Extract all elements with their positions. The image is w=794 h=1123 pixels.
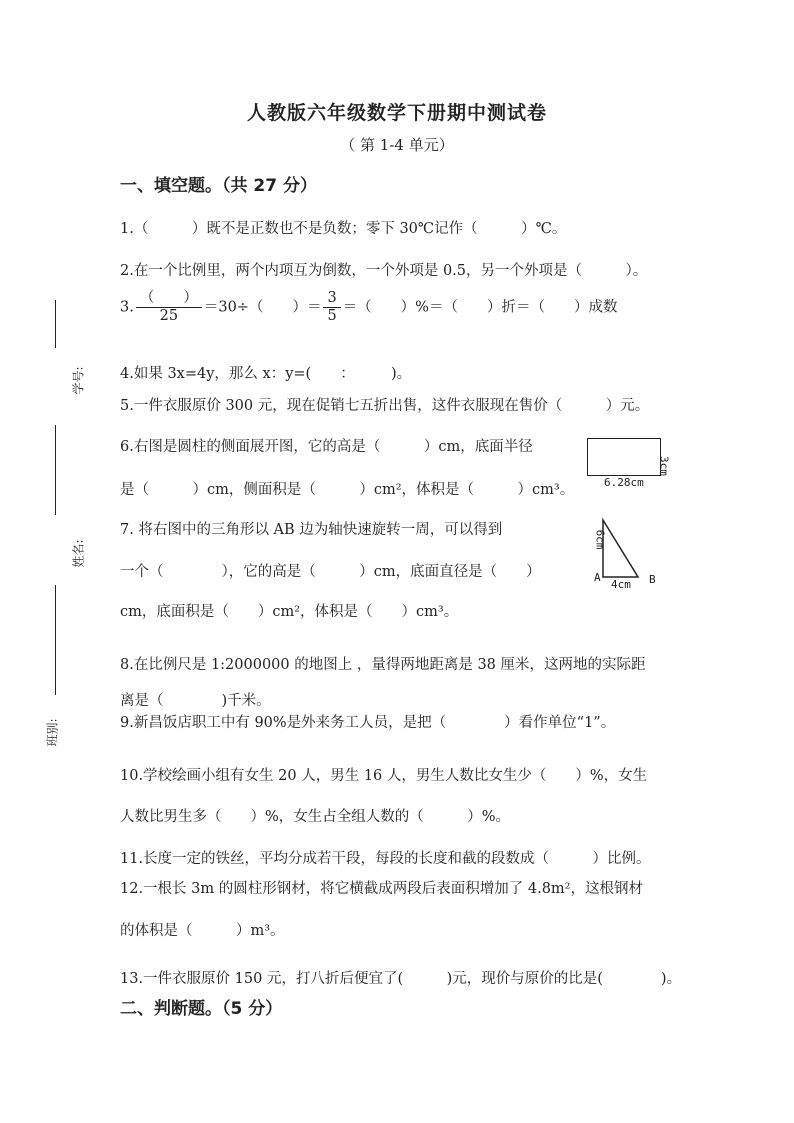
class-label: 班别: [45, 718, 60, 747]
section-heading-fill-in: 一、填空题。（共 27 分） [120, 176, 317, 196]
question-5: 5.一件衣服原价 300 元，现在促销七五折出售，这件衣服现在售价（ ）元。 [120, 398, 650, 414]
question-7-line-2: 一个（ ），它的高是（ ）cm，底面直径是（ ） [120, 564, 541, 580]
question-1: 1.（ ）既不是正数也不是负数；零下 30℃记作（ ）℃。 [120, 221, 567, 237]
triangle-outline [603, 520, 638, 577]
triangle-vertex-a: A [594, 571, 601, 584]
question-6-line-1: 6.右图是圆柱的侧面展开图，它的高是（ ）cm，底面半径 [120, 439, 533, 455]
question-3-suffix: ＝（ ）%＝（ ）折＝（ ）成数 [342, 299, 618, 316]
question-3-prefix: 3. [120, 299, 134, 316]
question-13: 13.一件衣服原价 150 元，打八折后便宜了( )元，现价与原价的比是( )。 [120, 971, 682, 987]
triangle-base-label: 4cm [611, 578, 631, 591]
page-subtitle: （ 第 1-4 单元） [340, 136, 454, 154]
question-4: 4.如果 3x=4y，那么 x：y=( ： )。 [120, 366, 412, 382]
fraction-blank-over-25 [136, 290, 202, 325]
cylinder-net-rectangle [587, 438, 661, 476]
student-id-label: 学号: [71, 366, 86, 395]
question-10-line-1: 10.学校绘画小组有女生 20 人，男生 16 人，男生人数比女生少（ ）%，女生 [120, 768, 648, 784]
triangle-height-label: 6cm [593, 529, 607, 550]
question-3-mid: ＝30÷（ ）＝ [203, 299, 322, 316]
fraction-three-fifths [323, 290, 340, 325]
question-12-line-2: 的体积是（ ）m³。 [120, 923, 285, 939]
student-id-line [55, 300, 56, 348]
fraction-numerator: （ ） [136, 290, 202, 308]
question-8-line-1: 8.在比例尺是 1:2000000 的地图上 ，量得两地距离是 38 厘米，这两地的实际距 [120, 657, 646, 673]
rectangle-width-label: 6.28cm [604, 476, 644, 489]
section-heading-true-false: 二、判断题。（5 分） [120, 999, 283, 1019]
name-label: 姓名: [71, 539, 86, 568]
question-11: 11.长度一定的铁丝，平均分成若干段，每段的长度和截的段数成（ ）比例。 [120, 851, 651, 867]
fraction-denominator: 25 [159, 308, 179, 324]
question-12-line-1: 12.一根长 3m 的圆柱形钢材，将它横截成两段后表面积增加了 4.8m²，这根钢材 [120, 881, 643, 897]
class-line [55, 585, 56, 695]
fraction-numerator: 3 [323, 290, 340, 308]
page-title: 人教版六年级数学下册期中测试卷 [246, 102, 547, 124]
question-10-line-2: 人数比男生多（ ）%，女生占全组人数的（ ）%。 [120, 809, 511, 825]
question-2: 2.在一个比例里，两个内项互为倒数，一个外项是 0.5，另一个外项是（ ）。 [120, 263, 648, 279]
question-9: 9.新昌饭店职工中有 90%是外来务工人员，是把（ ）看作单位“1”。 [120, 715, 616, 731]
question-3 [120, 290, 617, 325]
question-7-line-3: cm，底面积是（ ）cm²，体积是（ ）cm³。 [120, 604, 459, 620]
name-line [55, 425, 56, 515]
question-7-line-1: 7. 将右图中的三角形以 AB 边为轴快速旋转一周，可以得到 [120, 522, 503, 538]
rectangle-height-label: 3cm [657, 456, 671, 476]
question-8-line-2: 离是（ )千米。 [120, 693, 271, 709]
fraction-denominator: 5 [327, 308, 337, 324]
question-6-line-2: 是（ ）cm，侧面积是（ ）cm²，体积是（ ）cm³。 [120, 482, 575, 498]
triangle-vertex-b: B [649, 573, 656, 586]
